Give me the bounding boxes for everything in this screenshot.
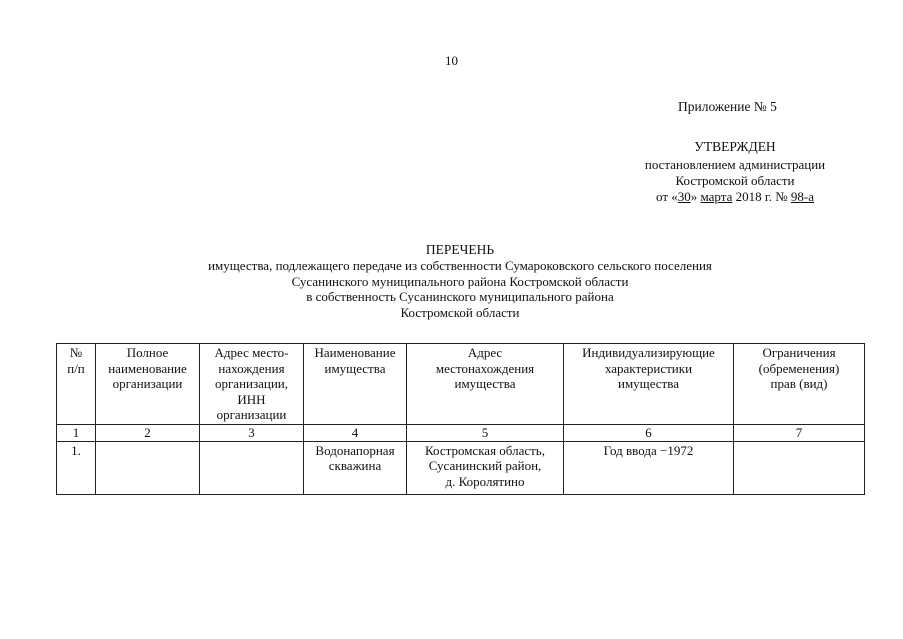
column-number: 5: [407, 424, 564, 441]
cell-line: имущества: [324, 360, 386, 376]
cell-line: организации: [112, 376, 183, 392]
col-org-name-header: [96, 344, 200, 425]
cell-line: местонахождения: [435, 360, 535, 376]
cell-line: Год ввода −1972: [603, 442, 694, 458]
table-cell: [96, 441, 200, 494]
date-year: 2018 г. №: [732, 189, 791, 205]
approval-stamp: [625, 139, 845, 206]
cell-line: Адрес: [467, 345, 503, 360]
heading-line-4: Костромской области: [400, 304, 520, 320]
appendix-label: Приложение № 5: [678, 99, 777, 114]
col-property-name-header: [304, 344, 407, 425]
column-number: 7: [734, 424, 865, 441]
cell-line: Сусанинский район,: [428, 458, 542, 474]
cell-line: имущества: [618, 376, 679, 392]
col-org-address-header: [200, 344, 304, 425]
col-characteristics-header: [564, 344, 734, 425]
cell-line: Ограничения: [762, 345, 836, 360]
header-row: [57, 344, 865, 425]
table-cell: [734, 441, 865, 494]
approval-line-1: постановлением администрации: [644, 156, 826, 172]
document-heading: [100, 242, 820, 321]
table-cell: [57, 441, 96, 494]
approval-title: УТВЕРЖДЕН: [694, 139, 776, 154]
column-number: 3: [200, 424, 304, 441]
cell-line: нахождения: [218, 360, 285, 376]
cell-line: №: [69, 345, 83, 360]
approval-date-line: [625, 189, 845, 205]
cell-line: Наименование: [314, 345, 396, 360]
heading-line-3: в собственность Сусанинского муниципального района: [306, 289, 614, 305]
date-day: 30: [677, 189, 691, 205]
cell-line: характеристики: [604, 360, 693, 376]
cell-line: имущества: [454, 376, 516, 392]
cell-line: д. Королятино: [445, 473, 525, 489]
cell-line: наименование: [108, 360, 187, 376]
approval-line-2: Костромской области: [675, 173, 795, 189]
heading-line-1: имущества, подлежащего передаче из собственности Сумароковского сельского поселения: [208, 258, 712, 274]
cell-line: Костромская область,: [424, 442, 545, 458]
col-property-address-header: [407, 344, 564, 425]
cell-line: Полное: [126, 345, 169, 360]
column-number: 2: [96, 424, 200, 441]
property-table: [56, 343, 865, 495]
table-cell: [304, 441, 407, 494]
heading-line-2: Сусанинского муниципального района Костромской области: [291, 273, 629, 289]
table-header: [57, 344, 865, 442]
column-number: 6: [564, 424, 734, 441]
table-row: [57, 441, 865, 494]
cell-line: ИНН: [237, 391, 266, 407]
decree-number: 98-а: [790, 189, 814, 205]
col-restrictions-header: [734, 344, 865, 425]
heading-title: ПЕРЕЧЕНЬ: [425, 242, 495, 257]
date-month: марта: [700, 189, 733, 205]
table-cell: [564, 441, 734, 494]
table-cell: [200, 441, 304, 494]
cell-line: Водонапорная: [315, 442, 395, 458]
cell-line: Адрес место-: [214, 345, 289, 360]
table-cell: [407, 441, 564, 494]
column-number: 1: [57, 424, 96, 441]
column-number: 4: [304, 424, 407, 441]
cell-line: 1.: [71, 442, 81, 458]
cell-line: организации: [216, 407, 287, 423]
date-mid: »: [690, 189, 701, 205]
date-prefix: от «: [655, 189, 678, 205]
cell-line: скважина: [328, 458, 382, 474]
table-body: [57, 441, 865, 494]
col-number-header: [57, 344, 96, 425]
column-number-row: [57, 424, 865, 441]
cell-line: Индивидуализирующие: [582, 345, 715, 360]
cell-line: организации,: [214, 376, 289, 392]
cell-line: прав (вид): [770, 376, 828, 392]
page-number: 10: [445, 53, 458, 68]
cell-line: п/п: [67, 360, 85, 376]
cell-line: (обременения): [758, 360, 840, 376]
